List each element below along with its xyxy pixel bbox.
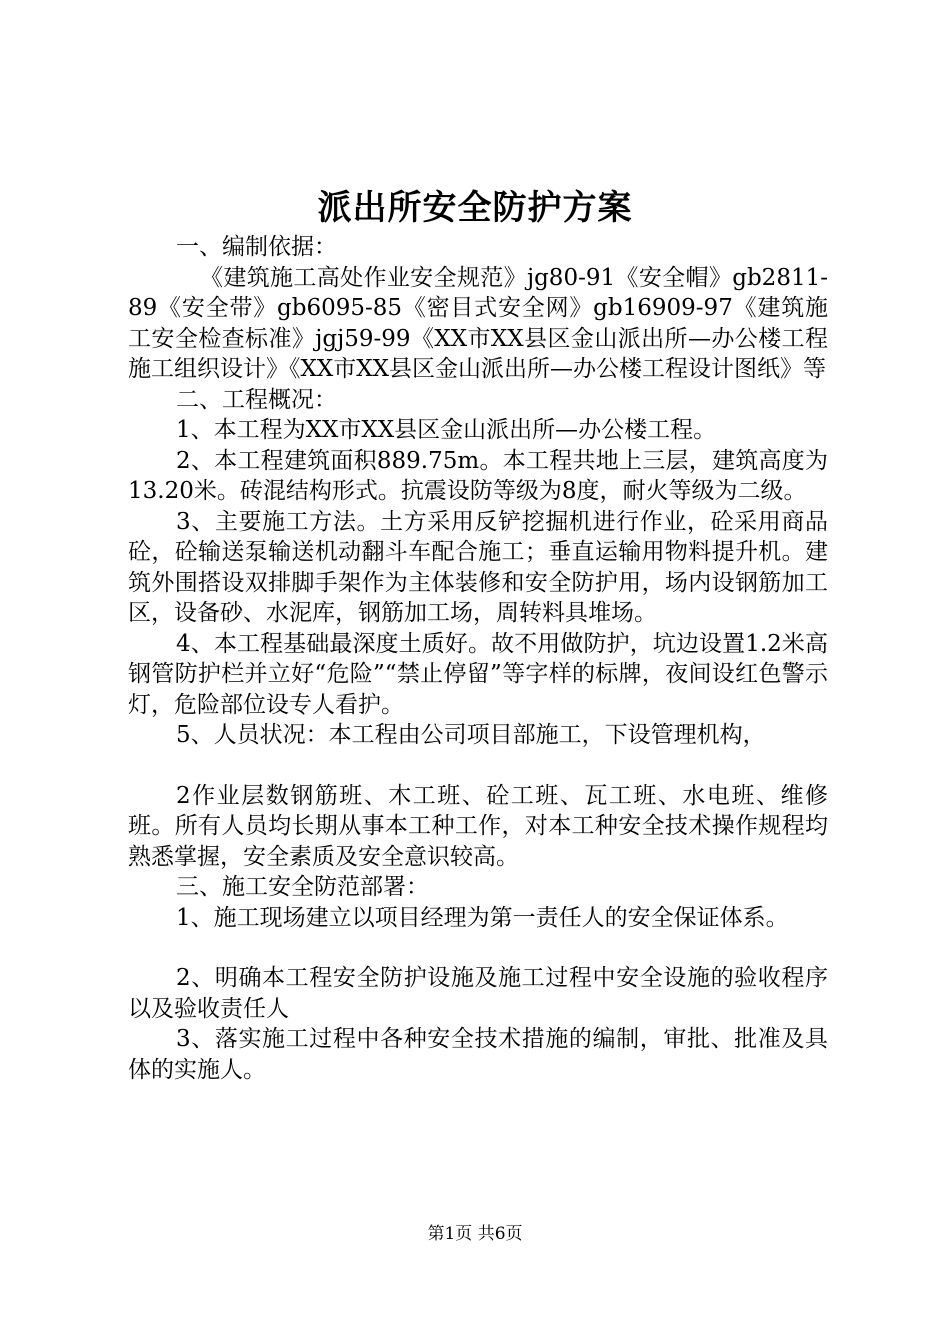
paragraph-gap — [128, 751, 828, 781]
paragraph-deployment-1: 1、施工现场建立以项目经理为第一责任人的安全保证体系。 — [176, 904, 789, 931]
paragraph-deployment-3: 3、落实施工过程中各种安全技术措施的编制，审批、批准及具体的实施人。 — [128, 1026, 828, 1083]
paragraph-deployment-2: 2、明确本工程安全防护设施及施工过程中安全设施的验收程序以及验收责任人 — [128, 965, 828, 1022]
paragraph-standards: 《建筑施工高处作业安全规范》jg80-91《安全帽》gb2811-89《安全带》gb6095-85《密目式安全网》gb16909-97《建筑施工安全检查标准》jgj59-99《XX市XX县区金山派出所—办公楼工程施工组织设计》《XX市XX县区金山派出所—办公楼工程设计图纸》等 — [128, 264, 828, 382]
section-heading-overview: 二、工程概况： — [176, 386, 337, 413]
paragraph-staff: 2作业层数钢筋班、木工班、砼工班、瓦工班、水电班、维修班。所有人员均长期从事本工种工作，对本工种安全技术操作规程均熟悉掌握，安全素质及安全意识较高。 — [128, 782, 828, 870]
paragraph-overview-5: 5、人员状况：本工程由公司项目部施工，下设管理机构， — [176, 722, 766, 748]
document-title: 派出所安全防护方案 — [317, 188, 633, 228]
paragraph-overview-3: 3、主要施工方法。土方采用反铲挖掘机进行作业，砼采用商品砼，砼输送泵输送机动翻斗车配合施工；垂直运输用物料提升机。建筑外围搭设双排脚手架作为主体装修和安全防护用，场内设钢筋加工区，设备砂、水泥库，钢筋加工场，周转料具堆场。 — [128, 508, 828, 626]
page-footer: 第1页 共6页 — [427, 1224, 523, 1244]
paragraph-overview-2: 2、本工程建筑面积889.75m。本工程共地上三层，建筑高度为13.20米。砖混结构形式。抗震设防等级为8度，耐火等级为二级。 — [128, 447, 828, 504]
paragraph-overview-1: 1、本工程为XX市XX县区金山派出所—办公楼工程。 — [176, 417, 717, 443]
section-heading-deployment: 三、施工安全防范部署： — [176, 874, 429, 900]
document-body — [128, 232, 828, 1085]
paragraph-overview-4: 4、本工程基础最深度土质好。故不用做防护，坑边设置1.2米高钢管防护栏并立好“危险”“禁止停留”等字样的标牌，夜间设红色警示灯，危险部位设专人看护。 — [128, 630, 828, 718]
paragraph-gap — [128, 933, 828, 963]
section-heading-basis: 一、编制依据： — [176, 234, 337, 260]
